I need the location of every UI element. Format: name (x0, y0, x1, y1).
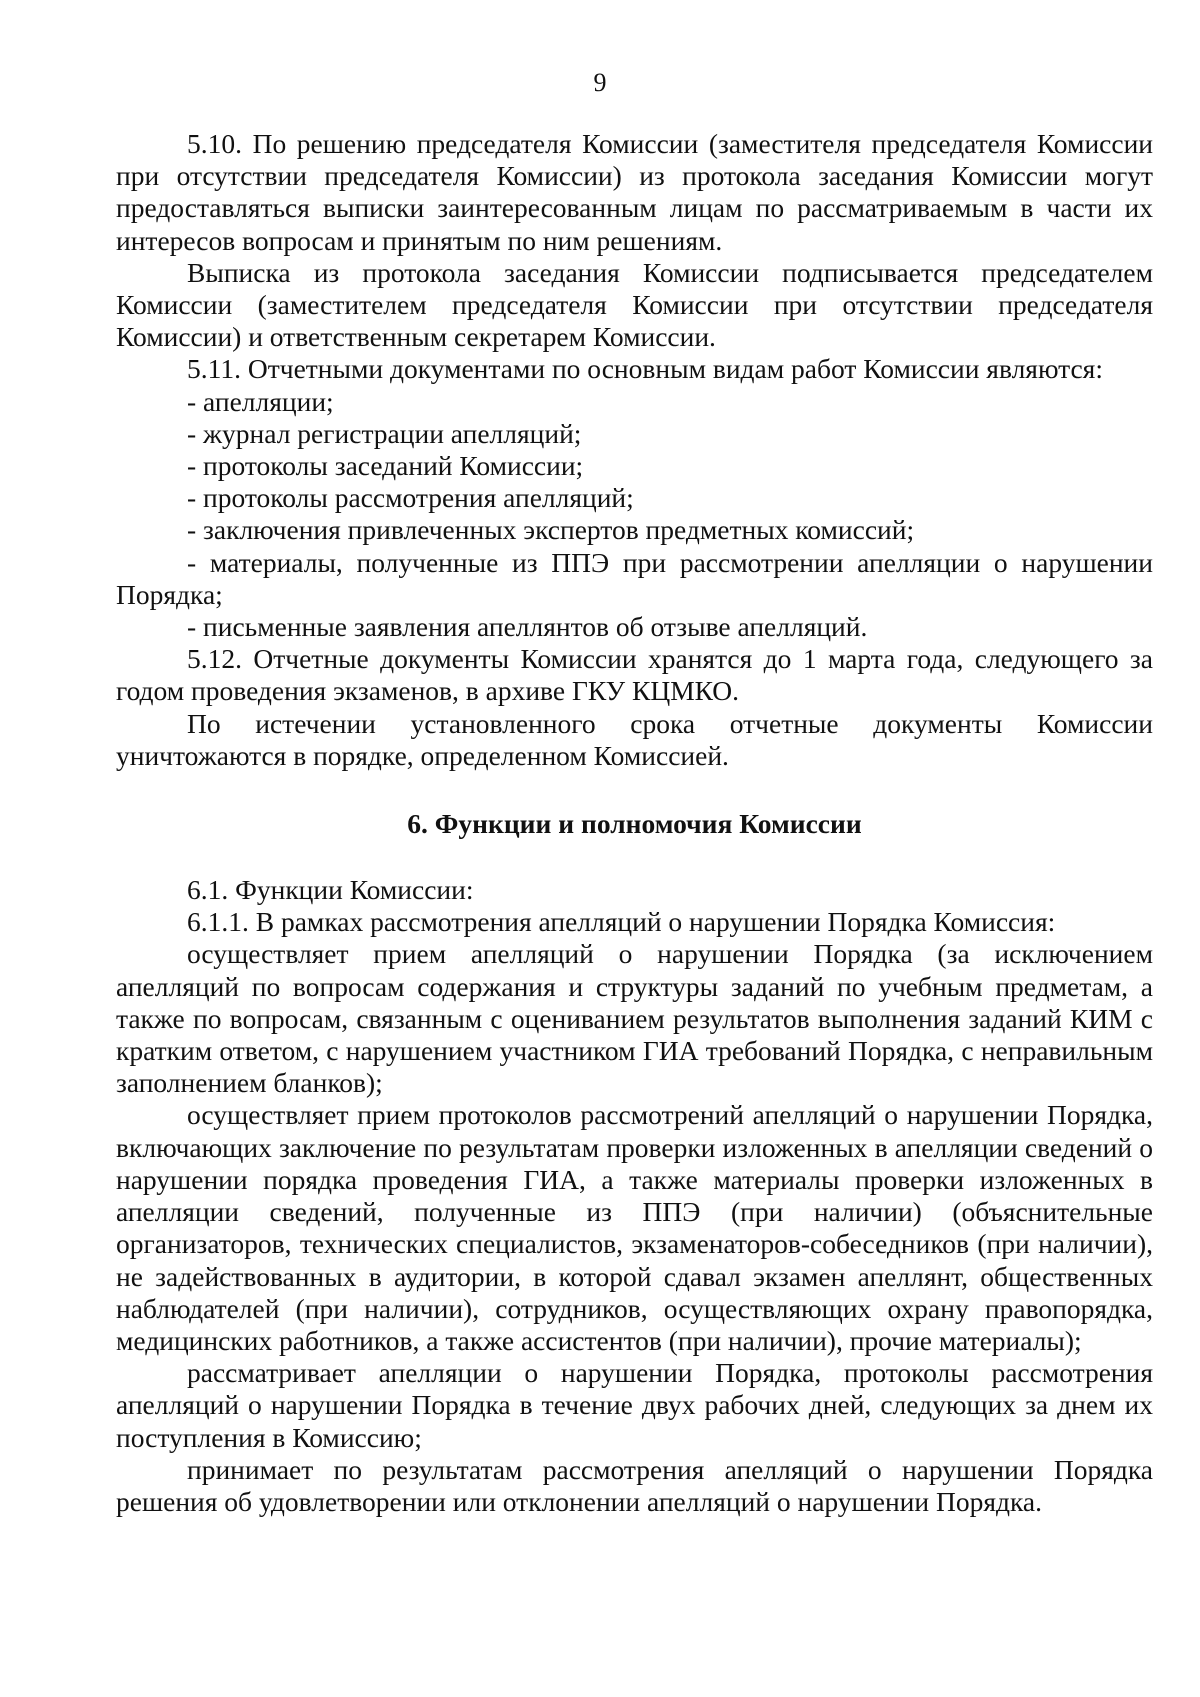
list-item-expert-conclusions: - заключения привлеченных экспертов предметных комиссий; (187, 514, 915, 546)
page-number: 9 (593, 68, 607, 97)
paragraph-extract-signing: Выписка из протокола заседания Комиссии подписывается председателем Комиссии (заместителем председателя Комиссии при отсутствии председателя Комиссии) и ответственным секретарем Комиссии. (116, 256, 1153, 353)
list-item-registration-journal: - журнал регистрации апелляций; (187, 417, 582, 449)
paragraph-accepts-protocols: осуществляет прием протоколов рассмотрений апелляций о нарушении Порядка, включающих заключение по результатам проверки изложенных в апелляции сведений о нарушении порядка проведения ГИА, а также материалы проверки изложенных в апелляции сведений, полученные из ППЭ (при наличии) (объяснительные организаторов, технических специалистов, экзаменаторов-собеседников (при наличии), не задействованных в аудитории, в которой сдавал экзамен апеллянт, общественных наблюдателей (при наличии), сотрудников, осуществляющих охрану правопорядка, медицинских работников, а также ассистентов (при наличии), прочие материалы); (116, 1099, 1153, 1356)
paragraph-5-12: 5.12. Отчетные документы Комиссии хранятся до 1 марта года, следующего за годом проведения экзаменов, в архиве ГКУ КЦМКО. (116, 643, 1153, 707)
paragraph-makes-decisions: принимает по результатам рассмотрения апелляций о нарушении Порядка решения об удовлетворении или отклонении апелляций о нарушении Порядка. (116, 1453, 1153, 1517)
list-item-review-protocols: - протоколы рассмотрения апелляций; (187, 482, 634, 514)
paragraph-6-1: 6.1. Функции Комиссии: (187, 874, 474, 906)
paragraph-6-1-1: 6.1.1. В рамках рассмотрения апелляций о нарушении Порядка Комиссия: (187, 906, 1056, 938)
list-item-ppe-materials: - материалы, полученные из ППЭ при рассмотрении апелляции о нарушении Порядка; (116, 546, 1153, 610)
section-heading: 6. Функции и полномочия Комиссии (407, 808, 862, 840)
paragraph-accepts-appeals: осуществляет прием апелляций о нарушении Порядка (за исключением апелляций по вопросам содержания и структуры заданий по учебным предметам, а также по вопросам, связанным с оцениванием результатов выполнения заданий КИМ с кратким ответом, с нарушением участником ГИА требований Порядка, с неправильным заполнением бланков); (116, 938, 1153, 1099)
list-item-meeting-protocols: - протоколы заседаний Комиссии; (187, 450, 584, 482)
paragraph-destruction: По истечении установленного срока отчетные документы Комиссии уничтожаются в порядке, определенном Комиссией. (116, 707, 1153, 771)
list-item-withdrawal-statements: - письменные заявления апеллянтов об отзыве апелляций. (187, 611, 868, 643)
paragraph-reviews-appeals: рассматривает апелляции о нарушении Порядка, протоколы рассмотрения апелляций о нарушении Порядка в течение двух рабочих дней, следующих за днем их поступления в Комиссию; (116, 1357, 1153, 1453)
paragraph-5-11: 5.11. Отчетными документами по основным видам работ Комиссии являются: (187, 353, 1103, 385)
paragraph-5-10: 5.10. По решению председателя Комиссии (заместителя председателя Комиссии при отсутствии председателя Комиссии) из протокола заседания Комиссии могут предоставляться выписки заинтересованным лицам по рассматриваемым в части их интересов вопросам и принятым по ним решениям. (116, 128, 1153, 256)
list-item-appeals: - апелляции; (187, 385, 334, 417)
document-body (116, 128, 1153, 1518)
